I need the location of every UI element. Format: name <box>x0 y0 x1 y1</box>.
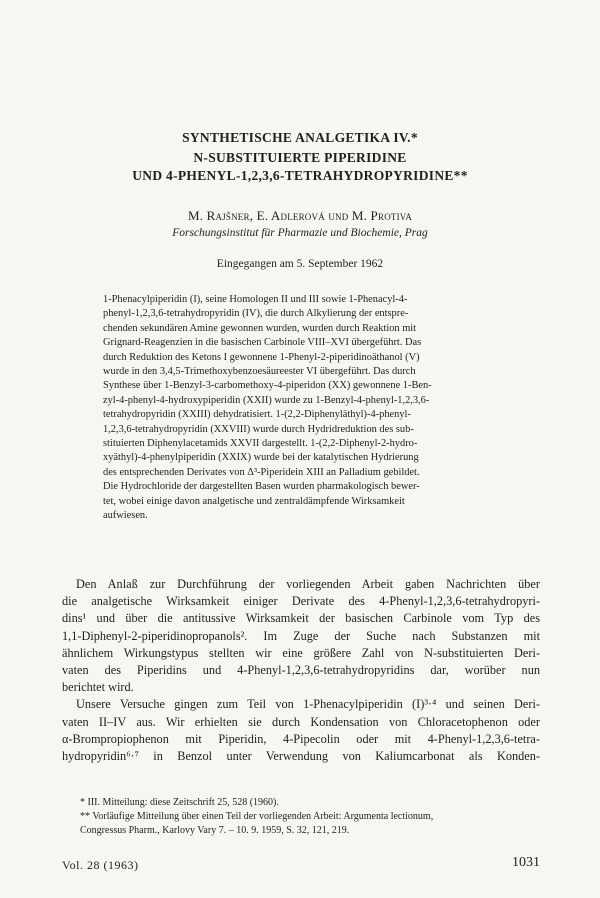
body-line: berichtet wird. <box>62 680 134 695</box>
abstract-line: xyäthyl)-4-phenylpiperidin (XXIX) wurde bei der katalytischen Hydrierung <box>103 452 419 464</box>
footnote: ** Vorläufige Mitteilung über einen Teil der vorliegenden Arbeit: Argumenta lectionum, <box>80 811 434 822</box>
title-line-2: N-SUBSTITUIERTE PIPERIDINE <box>193 150 407 165</box>
abstract <box>103 293 516 524</box>
body-line: Unsere Versuche gingen zum Teil von 1-Phenacylpiperidin (I)³·⁴ und seinen Deri- <box>76 697 540 712</box>
abstract-line: tetrahydropyridin (XXIII) dehydratisiert. 1-(2,2-Diphenyläthyl)-4-phenyl- <box>103 409 411 421</box>
page-number: 1031 <box>512 855 540 870</box>
abstract-line: Die Hydrochloride der dargestellten Basen wurden pharmakologisch bewer- <box>103 481 420 493</box>
abstract-line: 1-Phenacylpiperidin (I), seine Homologen II und III sowie 1-Phenacyl-4- <box>103 294 408 305</box>
abstract-line: 1,2,3,6-tetrahydropyridin (XXVIII) wurde durch Hydridreduktion des sub- <box>103 423 414 435</box>
body-line: dins¹ und über die antitussive Wirksamkeit der basischen Carbinole vom Typ des <box>62 611 540 626</box>
body-line: hydropyridin⁶·⁷ in Benzol unter Verwendung von Kaliumcarbonat als Konden- <box>62 749 540 764</box>
abstract-line: des entsprechenden Derivates von Δ³-Piperidein XIII an Palladium gebildet. <box>103 466 420 478</box>
title-line-3: UND 4-PHENYL-1,2,3,6-TETRAHYDROPYRIDINE** <box>132 168 468 183</box>
abstract-line: phenyl-1,2,3,6-tetrahydropyridin (IV), die durch Alkylierung der entspre- <box>103 308 409 320</box>
body-line: ähnlichem Wirkungstypus stellten wir eine größere Zahl von N-substituierten Deri- <box>62 645 540 660</box>
body-line: vaten II–IV aus. Wir erhielten sie durch Kondensation von Chloracetophenon oder <box>62 714 540 729</box>
abstract-line: Synthese über 1-Benzyl-3-carbomethoxy-4-piperidon (XX) gewonnene 1-Ben- <box>103 380 432 392</box>
body-text <box>62 576 540 765</box>
body-line: vaten des Piperidins und 4-Phenyl-1,2,3,6-tetrahydropyridins dar, worüber nun <box>62 663 540 678</box>
abstract-line: aufwiesen. <box>103 510 148 522</box>
abstract-line: Grignard-Reagenzien in die basischen Carbinole VIII–XVI übergeführt. Das <box>103 337 422 349</box>
abstract-line: wurde in den 3,4,5-Trimethoxybenzoesäureester VI übergeführt. Das durch <box>103 366 416 378</box>
body-line: Den Anlaß zur Durchführung der vorliegenden Arbeit gaben Nachrichten über <box>76 577 540 591</box>
received-date: Eingegangen am 5. September 1962 <box>216 258 384 270</box>
abstract-line: chenden sekundären Amine gewonnen wurden, wurden durch Reaktion mit <box>103 322 417 334</box>
body-line: α-Brompropiophenon mit Piperidin, 4-Pipecolin oder mit 4-Phenyl-1,2,3,6-tetra- <box>62 731 540 746</box>
authors: M. Rajšner, E. Adlerová und M. Protiva <box>187 208 413 223</box>
abstract-line: tet, wobei einige davon analgetische und zentraldämpfende Wirksamkeit <box>103 495 405 507</box>
footnote: * III. Mitteilung: diese Zeitschrift 25, 528 (1960). <box>80 797 279 808</box>
footnotes <box>62 796 540 838</box>
body-line: 1,1-Diphenyl-2-piperidinopropanols². Im Zuge der Suche nach Substanzen mit <box>62 628 540 643</box>
abstract-line: durch Reduktion des Ketons I gewonnene 1-Phenyl-2-piperidinoäthanol (V) <box>103 351 420 363</box>
affiliation: Forschungsinstitut für Pharmazie und Biochemie, Prag <box>172 227 428 239</box>
abstract-line: stituierten Diphenylacetamids XXVII dargestellt. 1-(2,2-Diphenyl-2-hydro- <box>103 438 418 450</box>
journal-volume: Vol. 28 (1963) <box>62 858 139 872</box>
title-line-1: SYNTHETISCHE ANALGETIKA IV.* <box>182 130 418 145</box>
abstract-line: zyl-4-phenyl-4-hydroxypiperidin (XXII) wurde zu 1-Benzyl-4-phenyl-1,2,3,6- <box>103 394 430 406</box>
footnote: Congressus Pharm., Karlovy Vary 7. – 10. 9. 1959, S. 32, 121, 219. <box>80 825 350 836</box>
body-line: die analgetische Wirksamkeit einiger Derivate des 4-Phenyl-1,2,3,6-tetrahydropyri- <box>62 594 540 609</box>
